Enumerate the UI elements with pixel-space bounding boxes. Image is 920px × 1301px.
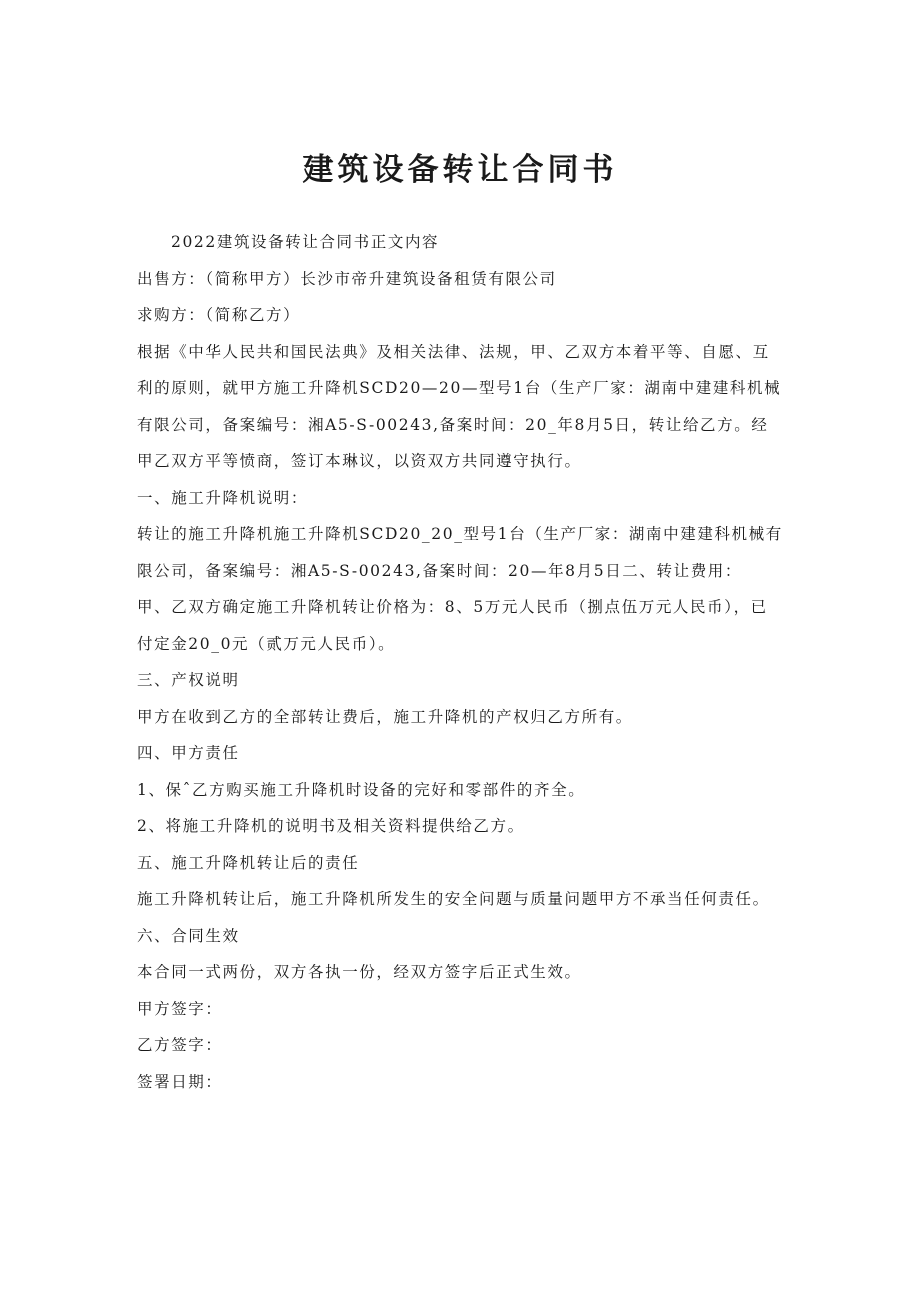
list-item: 2、将施工升降机的说明书及相关资料提供给乙方。: [137, 817, 525, 835]
paragraph-line: 施工升降机转让后，施工升降机所发生的安全问题与质量问题甲方不承当任何责任。: [137, 890, 770, 908]
signing-date: 签署日期：: [137, 1072, 223, 1091]
buyer-line: 求购方：（简称乙方）: [137, 306, 301, 324]
paragraph-line: 转让的施工升降机施工升降机SCD20_20_型号1台（生产厂家：湖南中建建科机械有: [137, 525, 783, 543]
list-item: 1、保ˆ乙方购买施工升降机时设备的完好和零部件的齐全。: [137, 780, 586, 799]
seller-line: 出售方：（简称甲方）长沙市帝升建筑设备租赁有限公司: [137, 269, 557, 288]
party-b-signature: 乙方签字：: [137, 1036, 223, 1054]
paragraph-line: 甲方在收到乙方的全部转让费后，施工升降机的产权归乙方所有。: [137, 707, 633, 726]
section-heading: 四、甲方责任: [137, 744, 240, 762]
paragraph-line: 利的原则，就甲方施工升降机SCD20—20—型号1台（生产厂家：湖南中建建科机械: [137, 379, 782, 397]
paragraph-line: 根据《中华人民共和国民法典》及相关法律、法规，甲、乙双方本着平等、自愿、互: [137, 342, 770, 361]
document-body: [137, 224, 787, 1100]
paragraph-line: 付定金20_0元（贰万元人民币）。: [137, 634, 396, 653]
paragraph-line: 本合同一式两份，双方各执一份，经双方签字后正式生效。: [137, 963, 582, 981]
paragraph-line: 2022建筑设备转让合同书正文内容: [171, 233, 440, 251]
section-heading: 三、产权说明: [137, 671, 240, 689]
paragraph-line: 甲乙双方平等愤商，签订本琳议，以资双方共同遵守执行。: [137, 452, 582, 470]
section-heading: 六、合同生效: [137, 926, 240, 945]
section-heading: 五、施工升降机转让后的责任: [137, 853, 360, 872]
section-heading: 一、施工升降机说明：: [137, 488, 309, 507]
paragraph-line: 限公司，备案编号：湘A5-S-00243,备案时间：20—年8月5日二、转让费用：: [137, 561, 742, 580]
paragraph-line: 有限公司，备案编号：湘A5-S-00243,备案时间：20_年8月5日，转让给乙方。经: [137, 415, 769, 434]
paragraph-line: 甲、乙双方确定施工升降机转让价格为：8、5万元人民币（捌点伍万元人民币），已: [137, 598, 768, 616]
document-title: 建筑设备转让合同书: [302, 152, 618, 188]
party-a-signature: 甲方签字：: [137, 999, 223, 1018]
